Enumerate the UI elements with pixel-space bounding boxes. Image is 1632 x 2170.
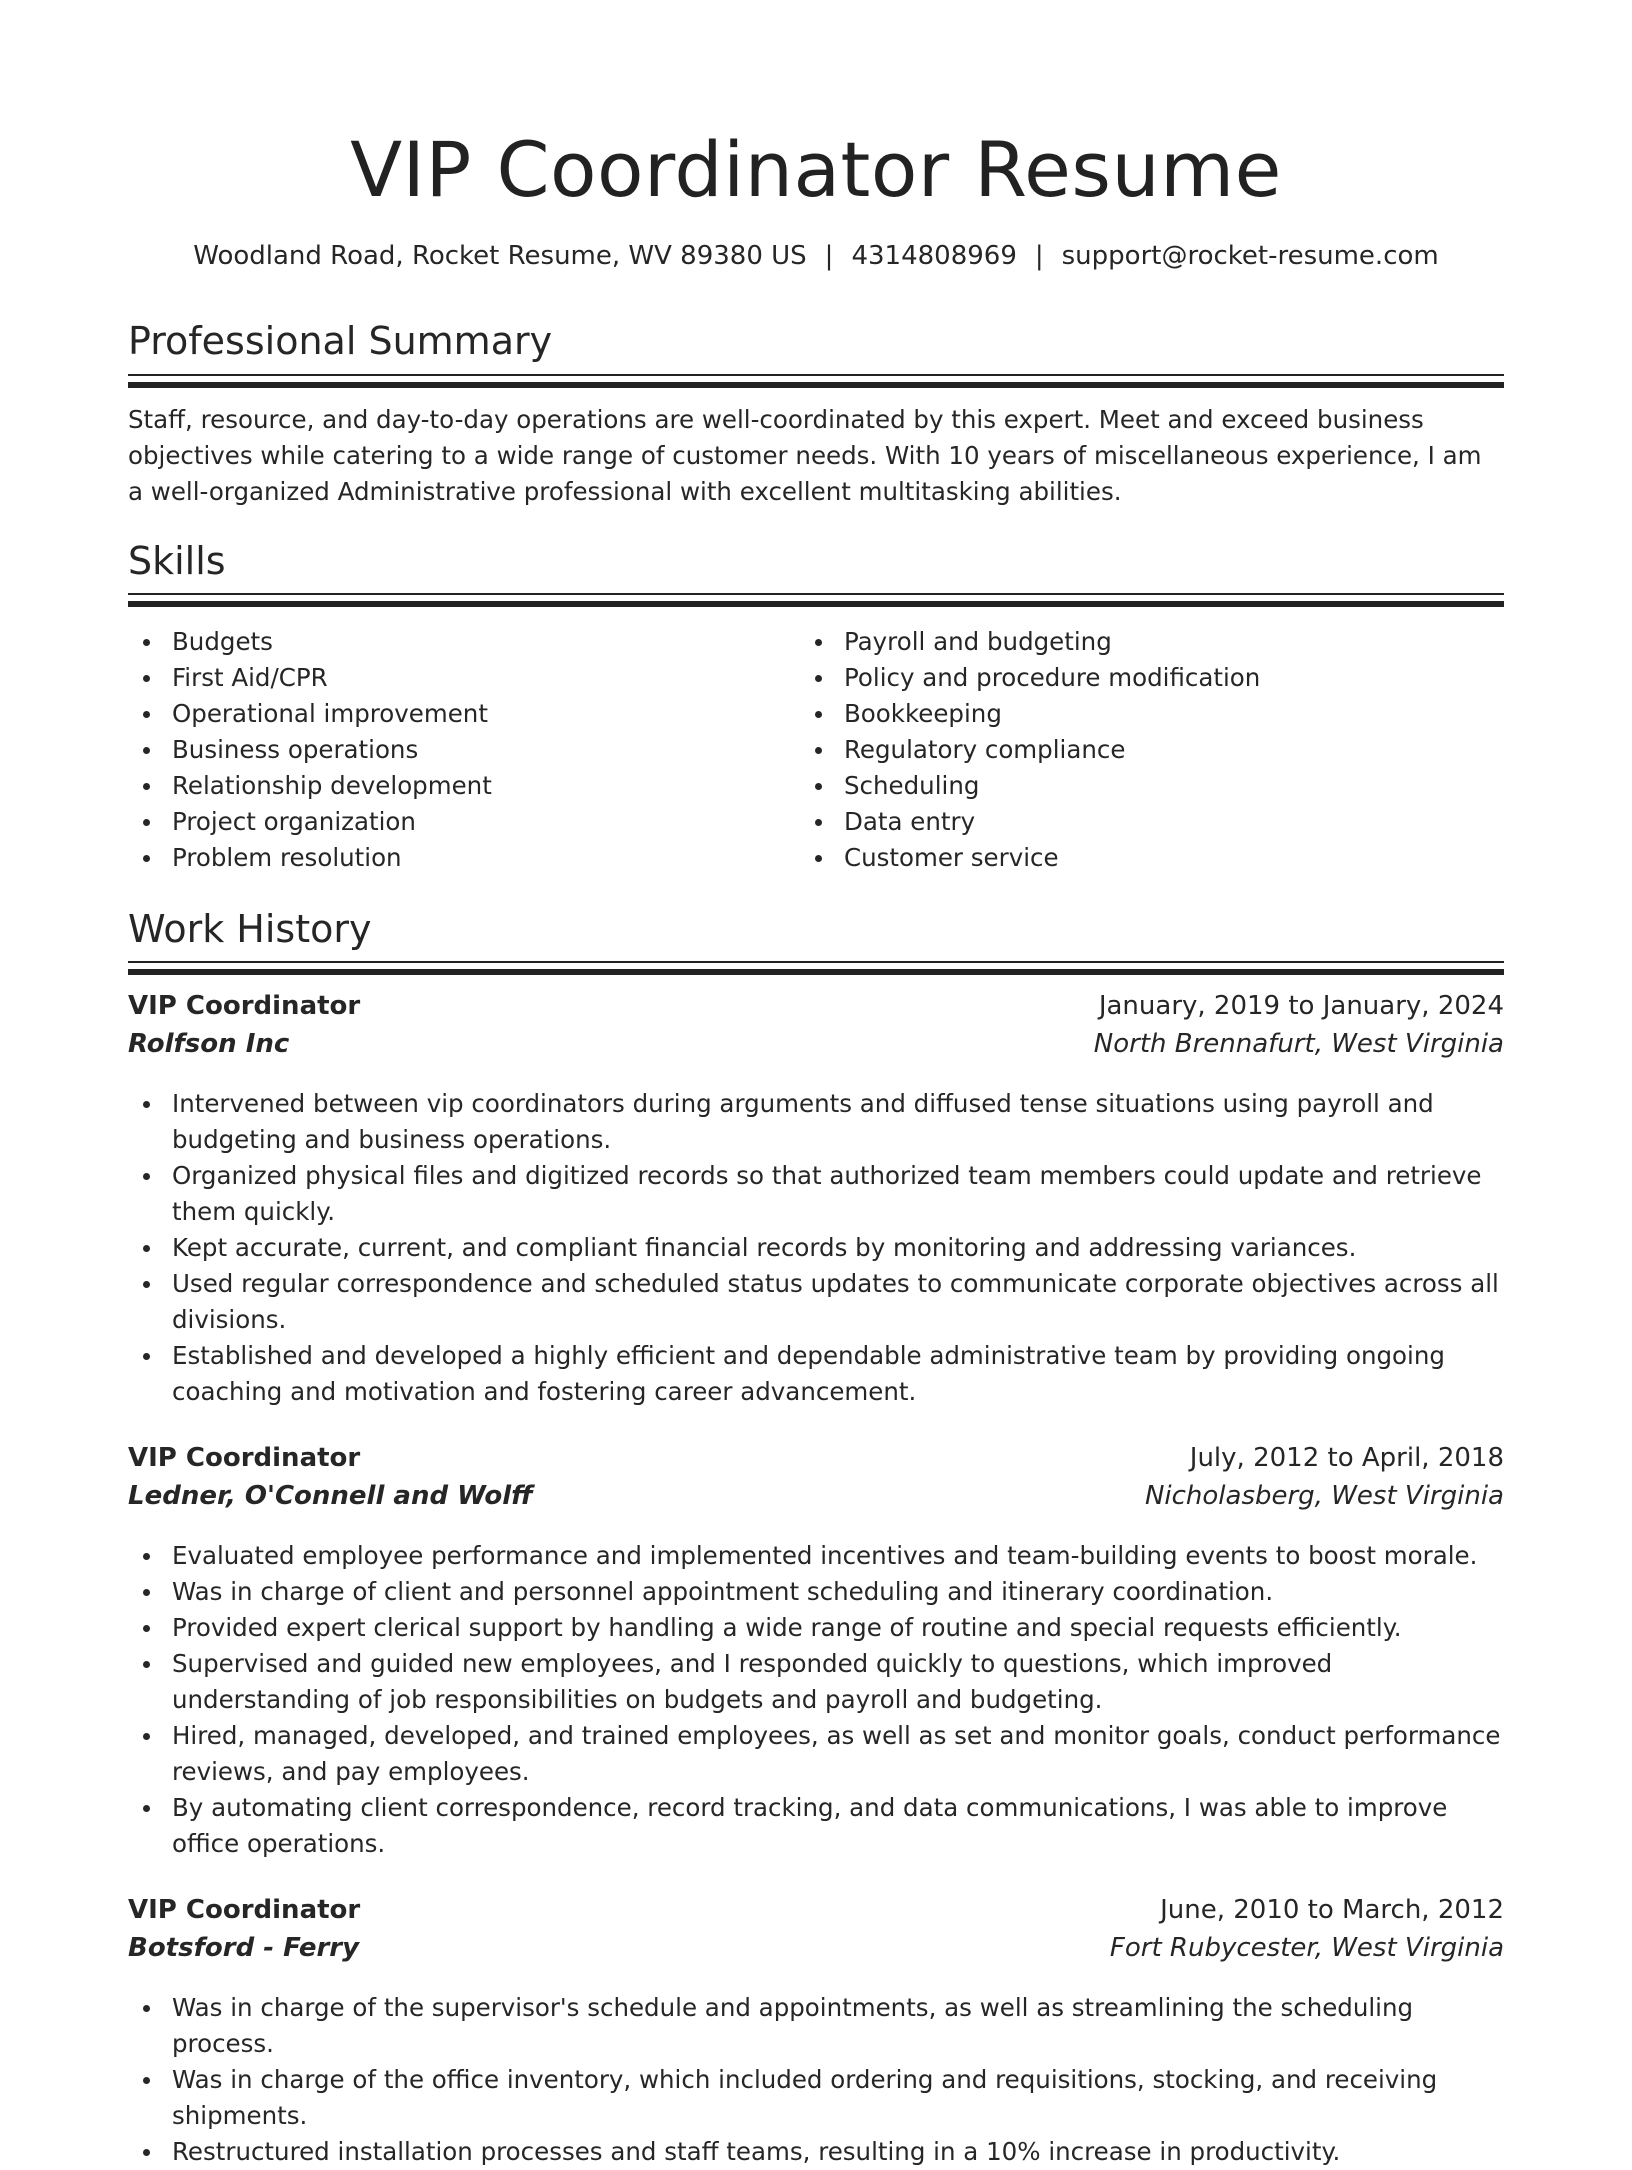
skill-item: Bookkeeping [800, 696, 1440, 732]
skill-item: Scheduling [800, 768, 1440, 804]
job-subheader [128, 1933, 1504, 1971]
skill-item: Policy and procedure modification [800, 660, 1440, 696]
work-divider [128, 961, 1504, 974]
job-dates: January, 2019 to January, 2024 [1098, 991, 1504, 1021]
job-subheader [128, 1481, 1504, 1519]
job-bullet-list [128, 1086, 1504, 1410]
job-dates: July, 2012 to April, 2018 [1189, 1443, 1504, 1473]
summary-heading: Professional Summary [128, 319, 553, 363]
skills-column-right [800, 624, 1440, 876]
skill-item: Regulatory compliance [800, 732, 1440, 768]
job-bullet-item: Established and developed a highly efficient and dependable administrative team by providing ongoing coaching and motivation and fostering career advancement. [128, 1338, 1504, 1410]
skill-item: Business operations [128, 732, 768, 768]
contact-separator: | [1034, 241, 1044, 271]
job-duties [128, 1086, 1504, 1410]
job-bullet-item: Provided expert clerical support by handling a wide range of routine and special requests efficiently. [128, 1610, 1504, 1646]
job-title: VIP Coordinator [128, 1443, 361, 1473]
summary-divider [128, 374, 1504, 387]
skill-item: Relationship development [128, 768, 768, 804]
job-company: Rolfson Inc [128, 1029, 290, 1059]
contact-email: support@rocket-resume.com [1061, 241, 1439, 271]
resume-title: VIP Coordinator Resume [350, 125, 1282, 214]
skills-list-left [128, 624, 768, 876]
skill-item: Data entry [800, 804, 1440, 840]
skill-item: Problem resolution [128, 840, 768, 876]
job-bullet-list [128, 1990, 1504, 2170]
job-duties [128, 1538, 1504, 1862]
contact-phone: 4314808969 [851, 241, 1017, 271]
job-bullet-item: Was in charge of client and personnel appointment scheduling and itinerary coordination. [128, 1574, 1504, 1610]
contact-address: Woodland Road, Rocket Resume, WV 89380 US [193, 241, 807, 271]
job-company: Botsford - Ferry [128, 1933, 360, 1963]
job-bullet-item: Restructured installation processes and staff teams, resulting in a 10% increase in productivity. [128, 2134, 1504, 2170]
job-bullet-item: Was in charge of the supervisor's schedule and appointments, as well as streamlining the scheduling process. [128, 1990, 1504, 2062]
contact-line [128, 238, 1504, 274]
skills-list-right [800, 624, 1440, 876]
job-bullet-item: Was in charge of the office inventory, which included ordering and requisitions, stocking, and receiving shipments. [128, 2062, 1504, 2134]
job-header [128, 991, 1504, 1029]
job-bullet-item: Hired, managed, developed, and trained employees, as well as set and monitor goals, conduct performance reviews, and pay employees. [128, 1718, 1504, 1790]
job-bullet-item: Organized physical files and digitized records so that authorized team members could update and retrieve them quickly. [128, 1158, 1504, 1230]
job-bullet-list [128, 1538, 1504, 1862]
job-subheader [128, 1029, 1504, 1067]
job-title: VIP Coordinator [128, 1895, 361, 1925]
summary-text: Staff, resource, and day-to-day operations are well-coordinated by this expert. Meet and exceed business objectives while catering to a wide range of customer needs. With 10 years of miscellaneous experience, I am a well-organized Administrative professional with excellent multitasking abilities. [128, 405, 1482, 506]
job-bullet-item: Evaluated employee performance and implemented incentives and team-building events to boost morale. [128, 1538, 1504, 1574]
job-dates: June, 2010 to March, 2012 [1160, 1895, 1504, 1925]
skills-heading: Skills [128, 539, 226, 583]
skill-item: First Aid/CPR [128, 660, 768, 696]
job-header [128, 1895, 1504, 1933]
job-bullet-item: Intervened between vip coordinators during arguments and diffused tense situations using payroll and budgeting and business operations. [128, 1086, 1504, 1158]
job-title: VIP Coordinator [128, 991, 361, 1021]
job-bullet-item: Used regular correspondence and scheduled status updates to communicate corporate objectives across all divisions. [128, 1266, 1504, 1338]
job-location: Nicholasberg, West Virginia [1144, 1481, 1504, 1511]
contact-separator: | [824, 241, 834, 271]
skill-item: Operational improvement [128, 696, 768, 732]
skill-item: Payroll and budgeting [800, 624, 1440, 660]
skills-column-left [128, 624, 768, 876]
job-header [128, 1443, 1504, 1481]
skills-divider [128, 593, 1504, 606]
skill-item: Project organization [128, 804, 768, 840]
skill-item: Customer service [800, 840, 1440, 876]
job-location: North Brennafurt, West Virginia [1093, 1029, 1504, 1059]
job-bullet-item: Kept accurate, current, and compliant financial records by monitoring and addressing variances. [128, 1230, 1504, 1266]
skill-item: Budgets [128, 624, 768, 660]
job-duties [128, 1990, 1504, 2170]
job-company: Ledner, O'Connell and Wolff [128, 1481, 533, 1511]
work-heading: Work History [128, 907, 372, 951]
job-bullet-item: Supervised and guided new employees, and I responded quickly to questions, which improved understanding of job responsibilities on budgets and payroll and budgeting. [128, 1646, 1504, 1718]
job-bullet-item: By automating client correspondence, record tracking, and data communications, I was able to improve office operations. [128, 1790, 1504, 1862]
job-location: Fort Rubycester, West Virginia [1109, 1933, 1504, 1963]
